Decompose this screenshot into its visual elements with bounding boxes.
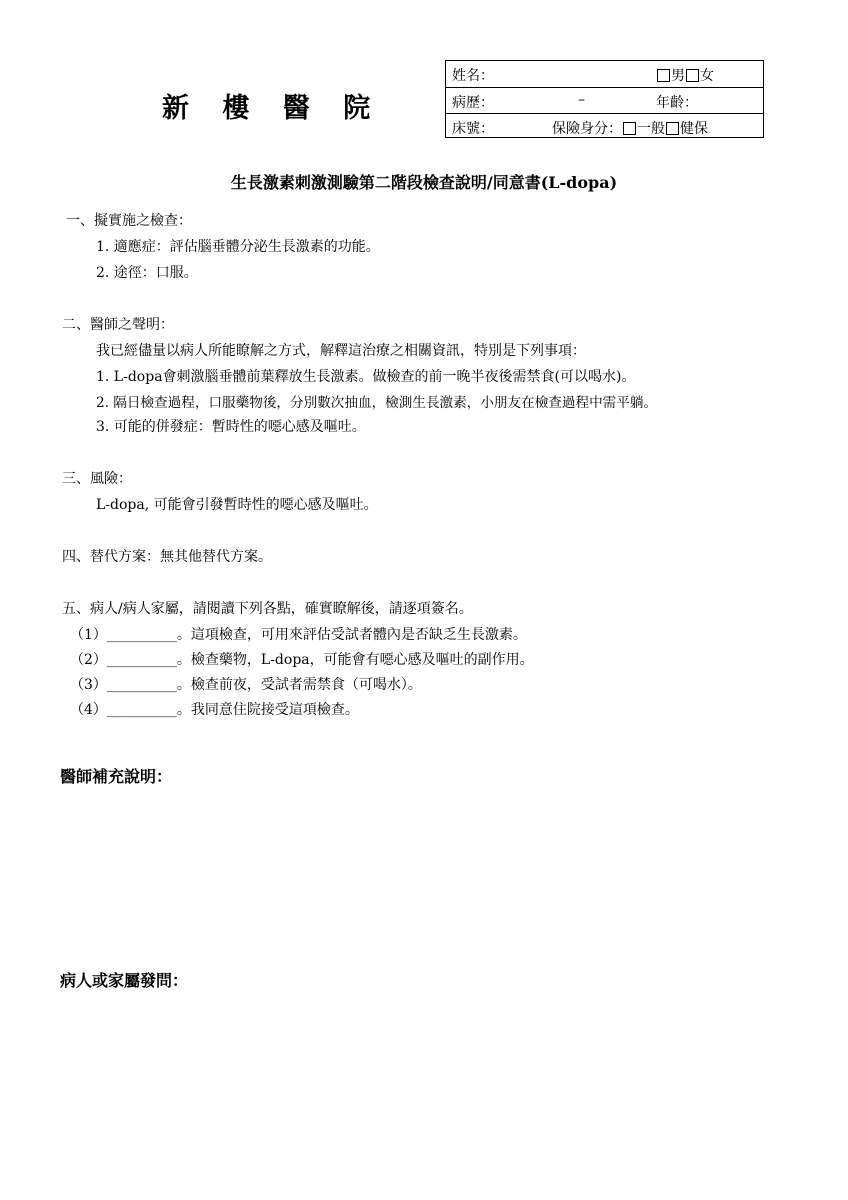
section-3-item-1: L-dopa, 可能會引發暫時性的噁心感及嘔吐。	[96, 497, 378, 513]
section-5-heading: 五、病人/病人家屬，請閱讀下列各點，確實瞭解後，請逐項簽名。	[62, 601, 473, 617]
section-1-item-2: 2. 途徑：口服。	[96, 265, 198, 281]
gender-options	[656, 65, 714, 85]
doctor-note-heading: 醫師補充說明：	[60, 767, 173, 786]
section-2-intro: 我已經儘量以病人所能瞭解之方式，解釋這治療之相關資訊，特別是下列事項：	[96, 343, 586, 359]
info-row-bed	[446, 113, 763, 140]
male-label: 男	[671, 68, 685, 84]
info-row-name	[446, 61, 763, 87]
section-1-item-1: 1. 適應症：評估腦垂體分泌生長激素的功能。	[96, 239, 380, 255]
insurance-label: 保險身分：	[552, 121, 622, 137]
female-checkbox[interactable]	[686, 69, 699, 82]
section-4-heading: 四、替代方案：無其他替代方案。	[62, 549, 272, 565]
history-dash: –	[578, 92, 585, 108]
section-2-item-1: 1. L-dopa會刺激腦垂體前葉釋放生長激素。做檢查的前一晚半夜後需禁食(可以喝水)。	[96, 369, 636, 385]
bed-label: 床號：	[452, 121, 494, 137]
document-title: 生長激素刺激測驗第二階段檢查說明/同意書(L-dopa)	[230, 173, 618, 192]
section-2-item-2: 2. 隔日檢查過程，口服藥物後，分別數次抽血，檢測生長激素，小朋友在檢查過程中需平躺。	[96, 395, 658, 411]
section-5-item-4: （4）__________。我同意住院接受這項檢查。	[70, 702, 359, 718]
section-5-item-1: （1）__________。這項檢查，可用來評估受試者體內是否缺乏生長激素。	[70, 627, 527, 643]
section-1-heading: 一、擬實施之檢查：	[66, 213, 192, 229]
section-2-item-3: 3. 可能的併發症：暫時性的噁心感及嘔吐。	[96, 419, 366, 435]
patient-info-box	[445, 60, 764, 138]
health-label: 健保	[680, 121, 708, 137]
age-label: 年齡：	[656, 95, 698, 111]
male-checkbox[interactable]	[657, 69, 670, 82]
section-3-heading: 三、風險：	[62, 471, 132, 487]
section-2-heading: 二、醫師之聲明：	[62, 317, 174, 333]
health-checkbox[interactable]	[666, 122, 679, 135]
info-row-history	[446, 87, 763, 114]
hospital-name: 新 樓 醫 院	[162, 93, 383, 124]
female-label: 女	[700, 68, 714, 84]
history-label: 病歷：	[452, 95, 494, 111]
general-label: 一般	[637, 121, 665, 137]
insurance-options	[552, 118, 708, 138]
general-checkbox[interactable]	[623, 122, 636, 135]
section-5-item-3: （3）__________。檢查前夜，受試者需禁食（可喝水）。	[70, 677, 422, 693]
name-label: 姓名：	[452, 68, 494, 84]
section-5-item-2: （2）__________。檢查藥物，L-dopa，可能會有噁心感及嘔吐的副作用。	[70, 652, 534, 668]
patient-questions-heading: 病人或家屬發問：	[60, 971, 189, 990]
